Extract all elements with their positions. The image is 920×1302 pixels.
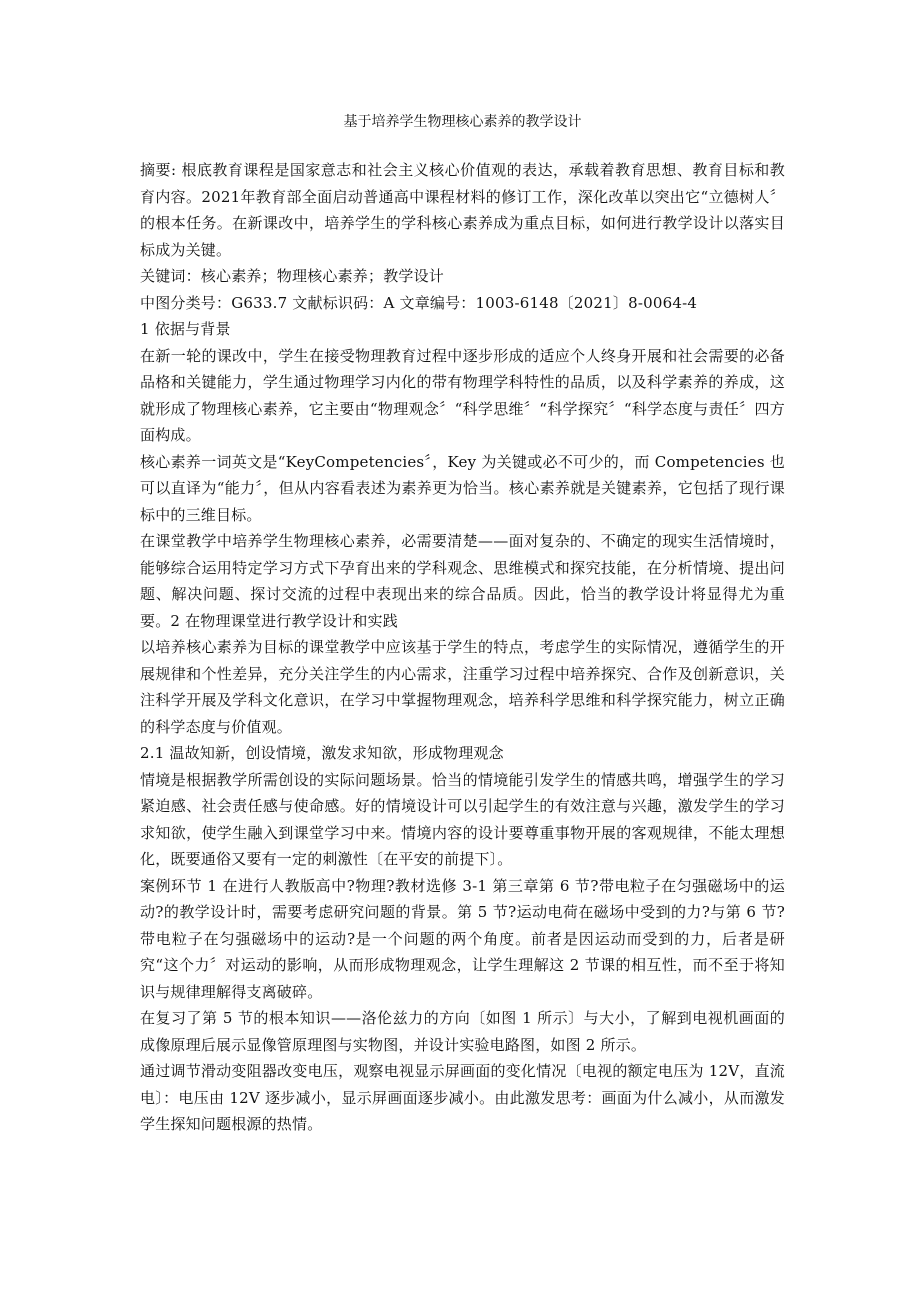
section-heading-1: 1 依据与背景 [140,320,231,338]
document-page [140,112,785,1138]
body-paragraph: 以培养核心素养为目标的课堂教学中应该基于学生的特点，考虑学生的实际情况，遵循学生的开展规律和个性差异，充分关注学生的内心需求，注重学习过程中培养探究、合作及创新意识，关注科学开展及学科文化意识，在学习中掌握物理观念，培养科学思维和科学探究能力，树立正确的科学态度与价值观。 [140,638,785,736]
body-paragraph: 案例环节 1 在进行人教版高中?物理?教材选修 3-1 第三章第 6 节?带电粒子在匀强磁场中的运动?的教学设计时，需要考虑研究问题的背景。第 5 节?运动电荷在磁场中受到的力?与第 6 节?带电粒子在匀强磁场中的运动?是一个问题的两个角度。前者是因运动而受到的力，后者是研究“这个力〞对运动的影响，从而形成物理观念，让学生理解这 2 节课的相互性，而不至于将知识与规律理解得支离破碎。 [140,876,785,1001]
body-paragraph: 通过调节滑动变阻器改变电压，观察电视显示屏画面的变化情况〔电视的额定电压为 12V，直流电〕：电压由 12V 逐步减小，显示屏画面逐步减小。由此激发思考：画面为什么减小，从而激发学生探知问题根源的热情。 [140,1062,785,1133]
body-paragraph: 情境是根据教学所需创设的实际问题场景。恰当的情境能引发学生的情感共鸣，增强学生的学习紧迫感、社会责任感与使命感。好的情境设计可以引起学生的有效注意与兴趣，激发学生的学习求知欲，使学生融入到课堂学习中来。情境内容的设计要尊重事物开展的客观规律，不能太理想化，既要通俗又要有一定的刺激性〔在平安的前提下〕。 [140,770,785,868]
body-paragraph: 在复习了第 5 节的根本知识——洛伦兹力的方向〔如图 1 所示〕与大小，了解到电视机画面的成像原理后展示显像管原理图与实物图，并设计实验电路图，如图 2 所示。 [140,1009,785,1054]
abstract-paragraph: 摘要: 根底教育课程是国家意志和社会主义核心价值观的表达，承载着教育思想、教育目标和教育内容。2021年教育部全面启动普通高中课程材料的修订工作，深化改革以突出它“立德树人〞的根本任务。在新课改中，培养学生的学科核心素养成为重点目标，如何进行教学设计以落实目标成为关键。 [140,161,785,259]
document-title: 基于培养学生物理核心素养的教学设计 [343,114,582,130]
body-paragraph: 在新一轮的课改中，学生在接受物理教育过程中逐步形成的适应个人终身开展和社会需要的必备品格和关键能力，学生通过物理学习内化的带有物理学科特性的品质，以及科学素养的养成，这就形成了物理核心素养，它主要由“物理观念〞“科学思维〞“科学探究〞“科学态度与责任〞四方面构成。 [140,346,785,444]
keywords-line: 关键词：核心素养；物理核心素养；教学设计 [140,267,445,285]
body-paragraph: 核心素养一词英文是“KeyCompetencies〞，Key 为关键或必不可少的，而 Competencies 也可以直译为“能力〞，但从内容看表述为素养更为恰当。核心素养就是关键素养，它包括了现行课标中的三维目标。 [140,452,785,524]
section-heading-2-1: 2.1 温故知新，创设情境，激发求知欲，形成物理观念 [140,744,504,762]
classification-line: 中图分类号：G633.7 文献标识码：A 文章编号：1003-6148〔2021〕8-0064-4 [140,293,698,312]
body-paragraph: 在课堂教学中培养学生物理核心素养，必需要清楚——面对复杂的、不确定的现实生活情境时，能够综合运用特定学习方式下孕育出来的学科观念、思维模式和探究技能，在分析情境、提出问题、解决问题、探讨交流的过程中表现出来的综合品质。因此，恰当的教学设计将显得尤为重要。2 在物理课堂进行教学设计和实践 [140,532,785,630]
